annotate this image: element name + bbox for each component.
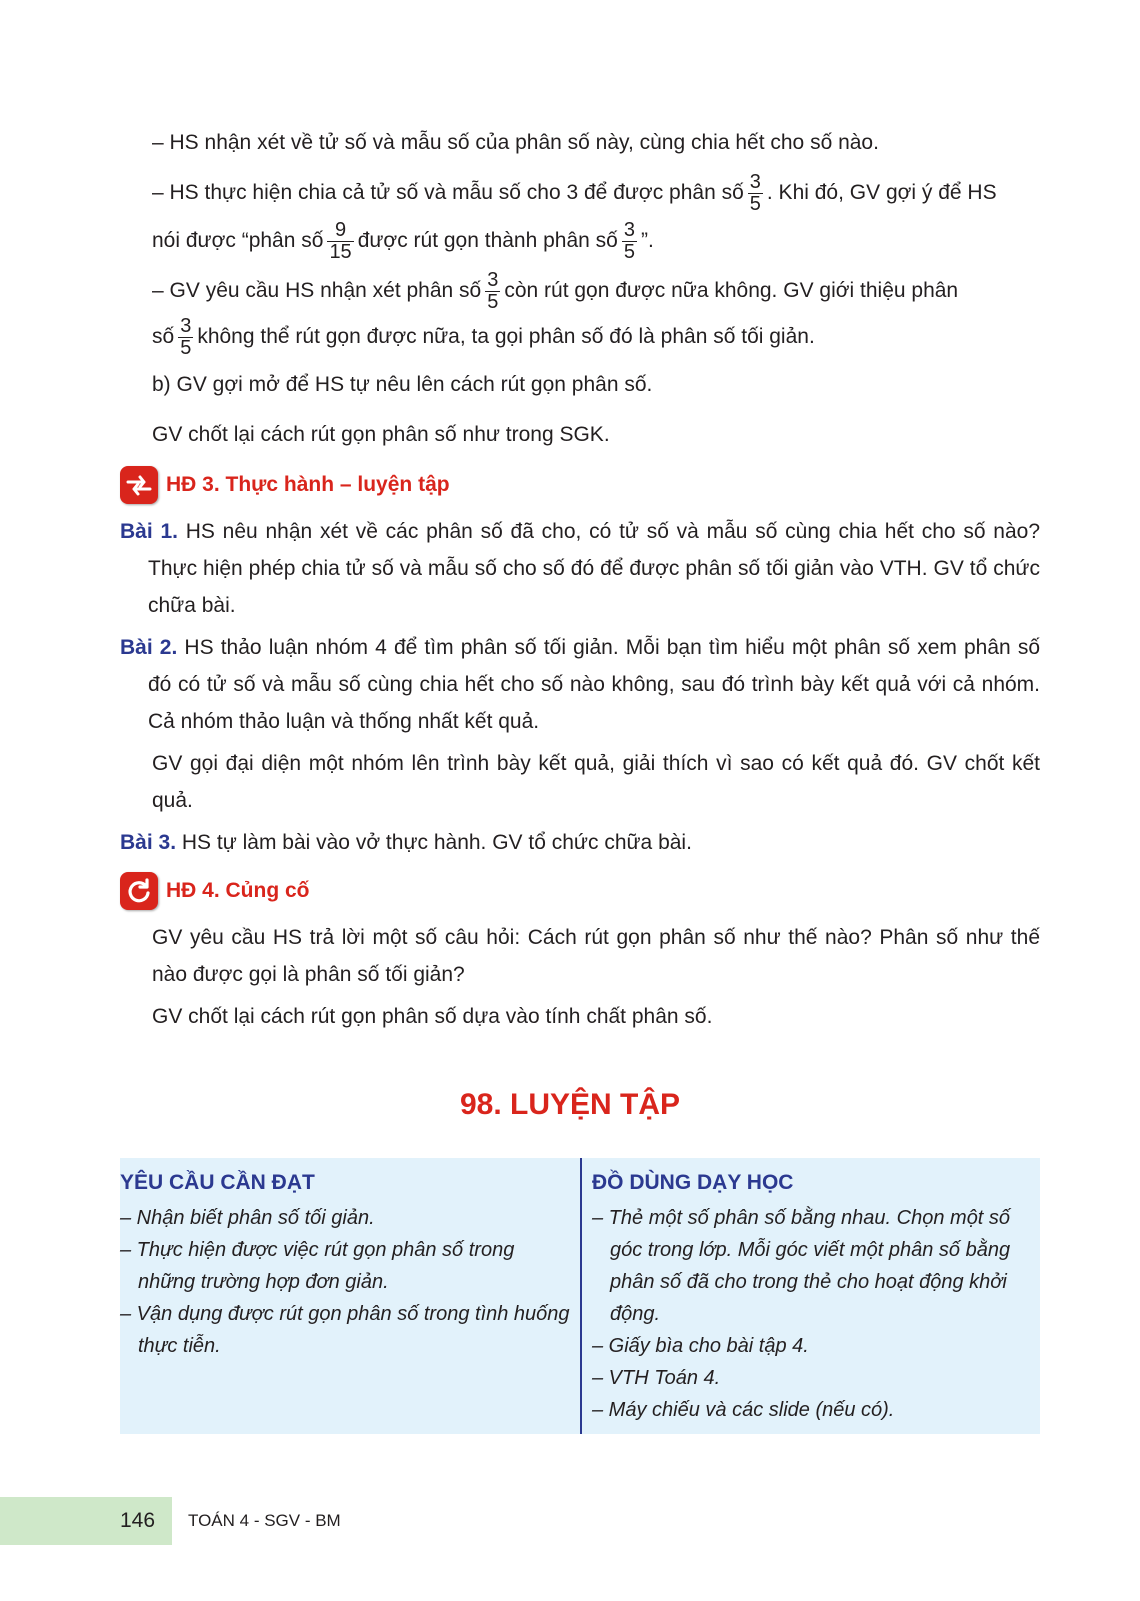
denominator: 5 — [749, 193, 761, 215]
text: không thể rút gọn được nữa, ta gọi phân số đó là phân số tối giản. — [197, 325, 815, 349]
text: . Khi đó, GV gợi ý để HS — [766, 181, 997, 205]
bai-2-text: HS thảo luận nhóm 4 để tìm phân số tối giản. Mỗi bạn tìm hiểu một phân số xem phân số đó có tử số và mẫu số cùng chia hết cho số nào không, sau đó trình bày kết quả với cả nhóm. Cả nhóm thảo luận và thống nhất kết quả. — [148, 636, 1041, 733]
numerator: 3 — [487, 269, 499, 291]
requirements-column — [120, 1166, 570, 1362]
bai-1 — [120, 513, 1040, 624]
line-goi-mo — [152, 366, 1042, 403]
numerator: 3 — [180, 315, 192, 337]
requirements-heading: YÊU CẦU CẦN ĐẠT — [120, 1171, 315, 1194]
text: GV gọi đại diện một nhóm lên trình bày kết quả, giải thích vì sao có kết quả đó. GV chốt kết quả. — [152, 752, 1040, 812]
list-item: – VTH Toán 4. — [592, 1367, 721, 1389]
text: – HS thực hiện chia cả tử số và mẫu số cho 3 để được phân số — [152, 181, 744, 205]
line-nhan-xet — [152, 124, 1042, 161]
hd4-title: HĐ 4. Củng cố — [166, 879, 310, 902]
text: ”. — [641, 229, 654, 253]
book-title: TOÁN 4 - SGV - BM — [188, 1511, 341, 1530]
bai-2-extra — [152, 745, 1040, 819]
hd3-title: HĐ 3. Thực hành – luyện tập — [166, 473, 450, 496]
bai-1-text: HS nêu nhận xét về các phân số đã cho, có tử số và mẫu số cùng chia hết cho số nào? Thực hiện phép chia tử số và mẫu số cho số đó để được phân số tối giản vào VTH. GV tổ chức chữa bài. — [148, 520, 1041, 617]
materials-column — [592, 1166, 1032, 1426]
text: GV chốt lại cách rút gọn phân số như trong SGK. — [152, 423, 610, 446]
denominator: 5 — [180, 337, 192, 359]
page-number: 146 — [120, 1509, 156, 1532]
hd4-paragraph-1 — [152, 919, 1040, 993]
hd4-paragraph-2 — [152, 998, 1040, 1035]
text: GV chốt lại cách rút gọn phân số dựa vào tính chất phân số. — [152, 1005, 713, 1028]
materials-heading: ĐỒ DÙNG DẠY HỌC — [592, 1171, 794, 1194]
fraction-9-15 — [327, 220, 353, 263]
list-item: – Vận dụng được rút gọn phân số trong tình huống thực tiễn. — [120, 1303, 570, 1357]
fraction-3-5 — [485, 270, 500, 313]
text: còn rút gọn được nữa không. GV giới thiệu phân — [504, 279, 959, 303]
denominator: 15 — [329, 241, 352, 263]
fraction-3-5 — [178, 316, 193, 359]
bai-2-label: Bài 2. — [120, 636, 178, 659]
text: – GV yêu cầu HS nhận xét phân số — [152, 279, 482, 303]
line-chot-lai — [152, 416, 1042, 453]
bai-3-text: HS tự làm bài vào vở thực hành. GV tổ chức chữa bài. — [176, 831, 692, 854]
list-item: – Giấy bìa cho bài tập 4. — [592, 1335, 809, 1357]
lesson-title: 98. LUYỆN TẬP — [459, 1088, 681, 1121]
arrows-icon — [120, 466, 158, 504]
fraction-3-5 — [748, 172, 763, 215]
list-item: – Máy chiếu và các slide (nếu có). — [592, 1399, 895, 1421]
line-toi-gian — [152, 316, 1042, 359]
text: số — [152, 325, 175, 349]
denominator: 5 — [623, 241, 635, 263]
text: b) GV gợi mở để HS tự nêu lên cách rút gọn phân số. — [152, 373, 653, 396]
bai-3 — [120, 824, 1040, 861]
numerator: 3 — [749, 171, 761, 193]
numerator: 3 — [623, 219, 635, 241]
line-chia-ca — [152, 172, 1042, 215]
bai-2 — [120, 629, 1040, 740]
line-noi-duoc — [152, 220, 1042, 263]
bai-3-label: Bài 3. — [120, 831, 177, 854]
line-gv-yeu-cau — [152, 270, 1042, 313]
numerator: 9 — [327, 220, 353, 242]
column-divider — [580, 1158, 582, 1434]
bai-1-label: Bài 1. — [120, 520, 178, 543]
hd3-heading — [120, 465, 450, 505]
text: – HS nhận xét về tử số và mẫu số của phân số này, cùng chia hết cho số nào. — [152, 131, 879, 154]
denominator: 5 — [487, 291, 499, 313]
refresh-icon — [120, 872, 158, 910]
text: được rút gọn thành phân số — [357, 229, 618, 253]
text: nói được “phân số — [152, 229, 324, 253]
fraction-3-5 — [622, 220, 637, 263]
list-item: – Thẻ một số phân số bằng nhau. Chọn một số góc trong lớp. Mỗi góc viết một phân số bằng phân số đã cho trong thẻ cho hoạt động khởi động. — [592, 1207, 1011, 1325]
hd4-heading — [120, 871, 310, 911]
list-item: – Nhận biết phân số tối giản. — [120, 1207, 375, 1229]
list-item: – Thực hiện được việc rút gọn phân số trong những trường hợp đơn giản. — [120, 1239, 515, 1293]
text: GV yêu cầu HS trả lời một số câu hỏi: Cách rút gọn phân số như thế nào? Phân số như thế nào được gọi là phân số tối giản? — [152, 926, 1040, 986]
